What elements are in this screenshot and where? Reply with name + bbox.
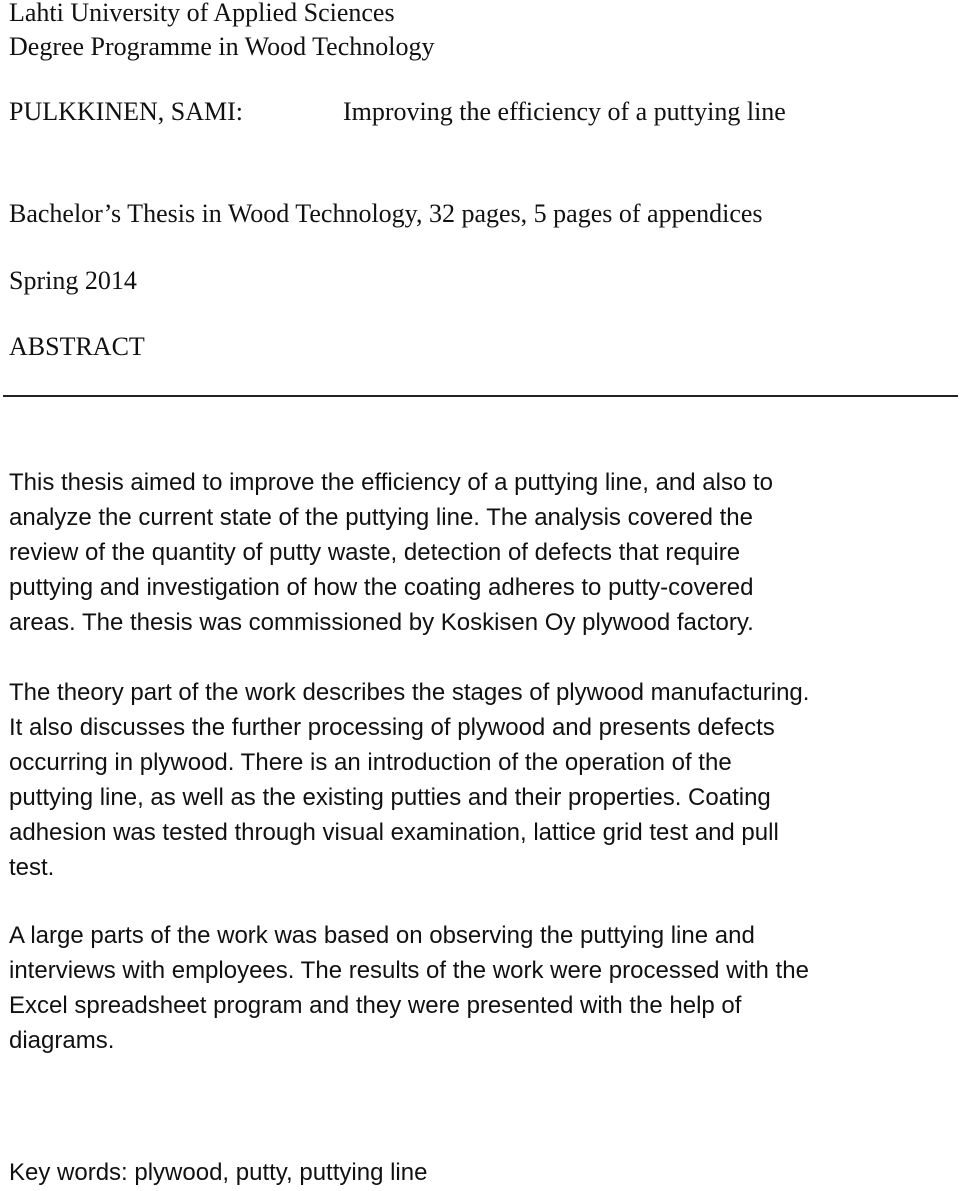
- paragraph-line: areas. The thesis was commissioned by Koskisen Oy plywood factory.: [9, 609, 754, 636]
- paragraph-line: This thesis aimed to improve the efficiency of a puttying line, and also to: [9, 469, 773, 496]
- abstract-paragraph-2: [9, 675, 949, 885]
- paragraph-line: The theory part of the work describes the stages of plywood manufacturing.: [9, 679, 810, 706]
- thesis-info: Bachelor’s Thesis in Wood Technology, 32 pages, 5 pages of appendices: [9, 199, 763, 228]
- paragraph-line: review of the quantity of putty waste, detection of defects that require: [9, 539, 741, 566]
- abstract-paragraph-3: [9, 918, 949, 1058]
- author-name: PULKKINEN, SAMI:: [9, 97, 243, 126]
- paragraph-line: occurring in plywood. There is an introduction of the operation of the: [9, 749, 732, 776]
- divider-line: [3, 395, 958, 397]
- paragraph-line: Excel spreadsheet program and they were presented with the help of: [9, 992, 742, 1019]
- paragraph-line: diagrams.: [9, 1027, 115, 1054]
- paragraph-line: analyze the current state of the puttying line. The analysis covered the: [9, 504, 753, 531]
- term: Spring 2014: [9, 266, 137, 295]
- paragraph-line: puttying and investigation of how the coating adheres to putty-covered: [9, 574, 754, 601]
- paragraph-line: It also discusses the further processing of plywood and presents defects: [9, 714, 775, 741]
- paragraph-line: test.: [9, 854, 55, 881]
- section-heading: ABSTRACT: [9, 332, 145, 361]
- paragraph-line: adhesion was tested through visual examination, lattice grid test and pull: [9, 819, 779, 846]
- degree-programme: Degree Programme in Wood Technology: [9, 32, 435, 61]
- university-name: Lahti University of Applied Sciences: [9, 0, 395, 27]
- paragraph-line: A large parts of the work was based on observing the puttying line and: [9, 922, 755, 949]
- thesis-title: Improving the efficiency of a puttying line: [343, 97, 786, 126]
- keywords: Key words: plywood, putty, puttying line: [9, 1159, 428, 1186]
- paragraph-line: puttying line, as well as the existing putties and their properties. Coating: [9, 784, 771, 811]
- paragraph-line: interviews with employees. The results of the work were processed with the: [9, 957, 809, 984]
- abstract-paragraph-1: [9, 465, 949, 640]
